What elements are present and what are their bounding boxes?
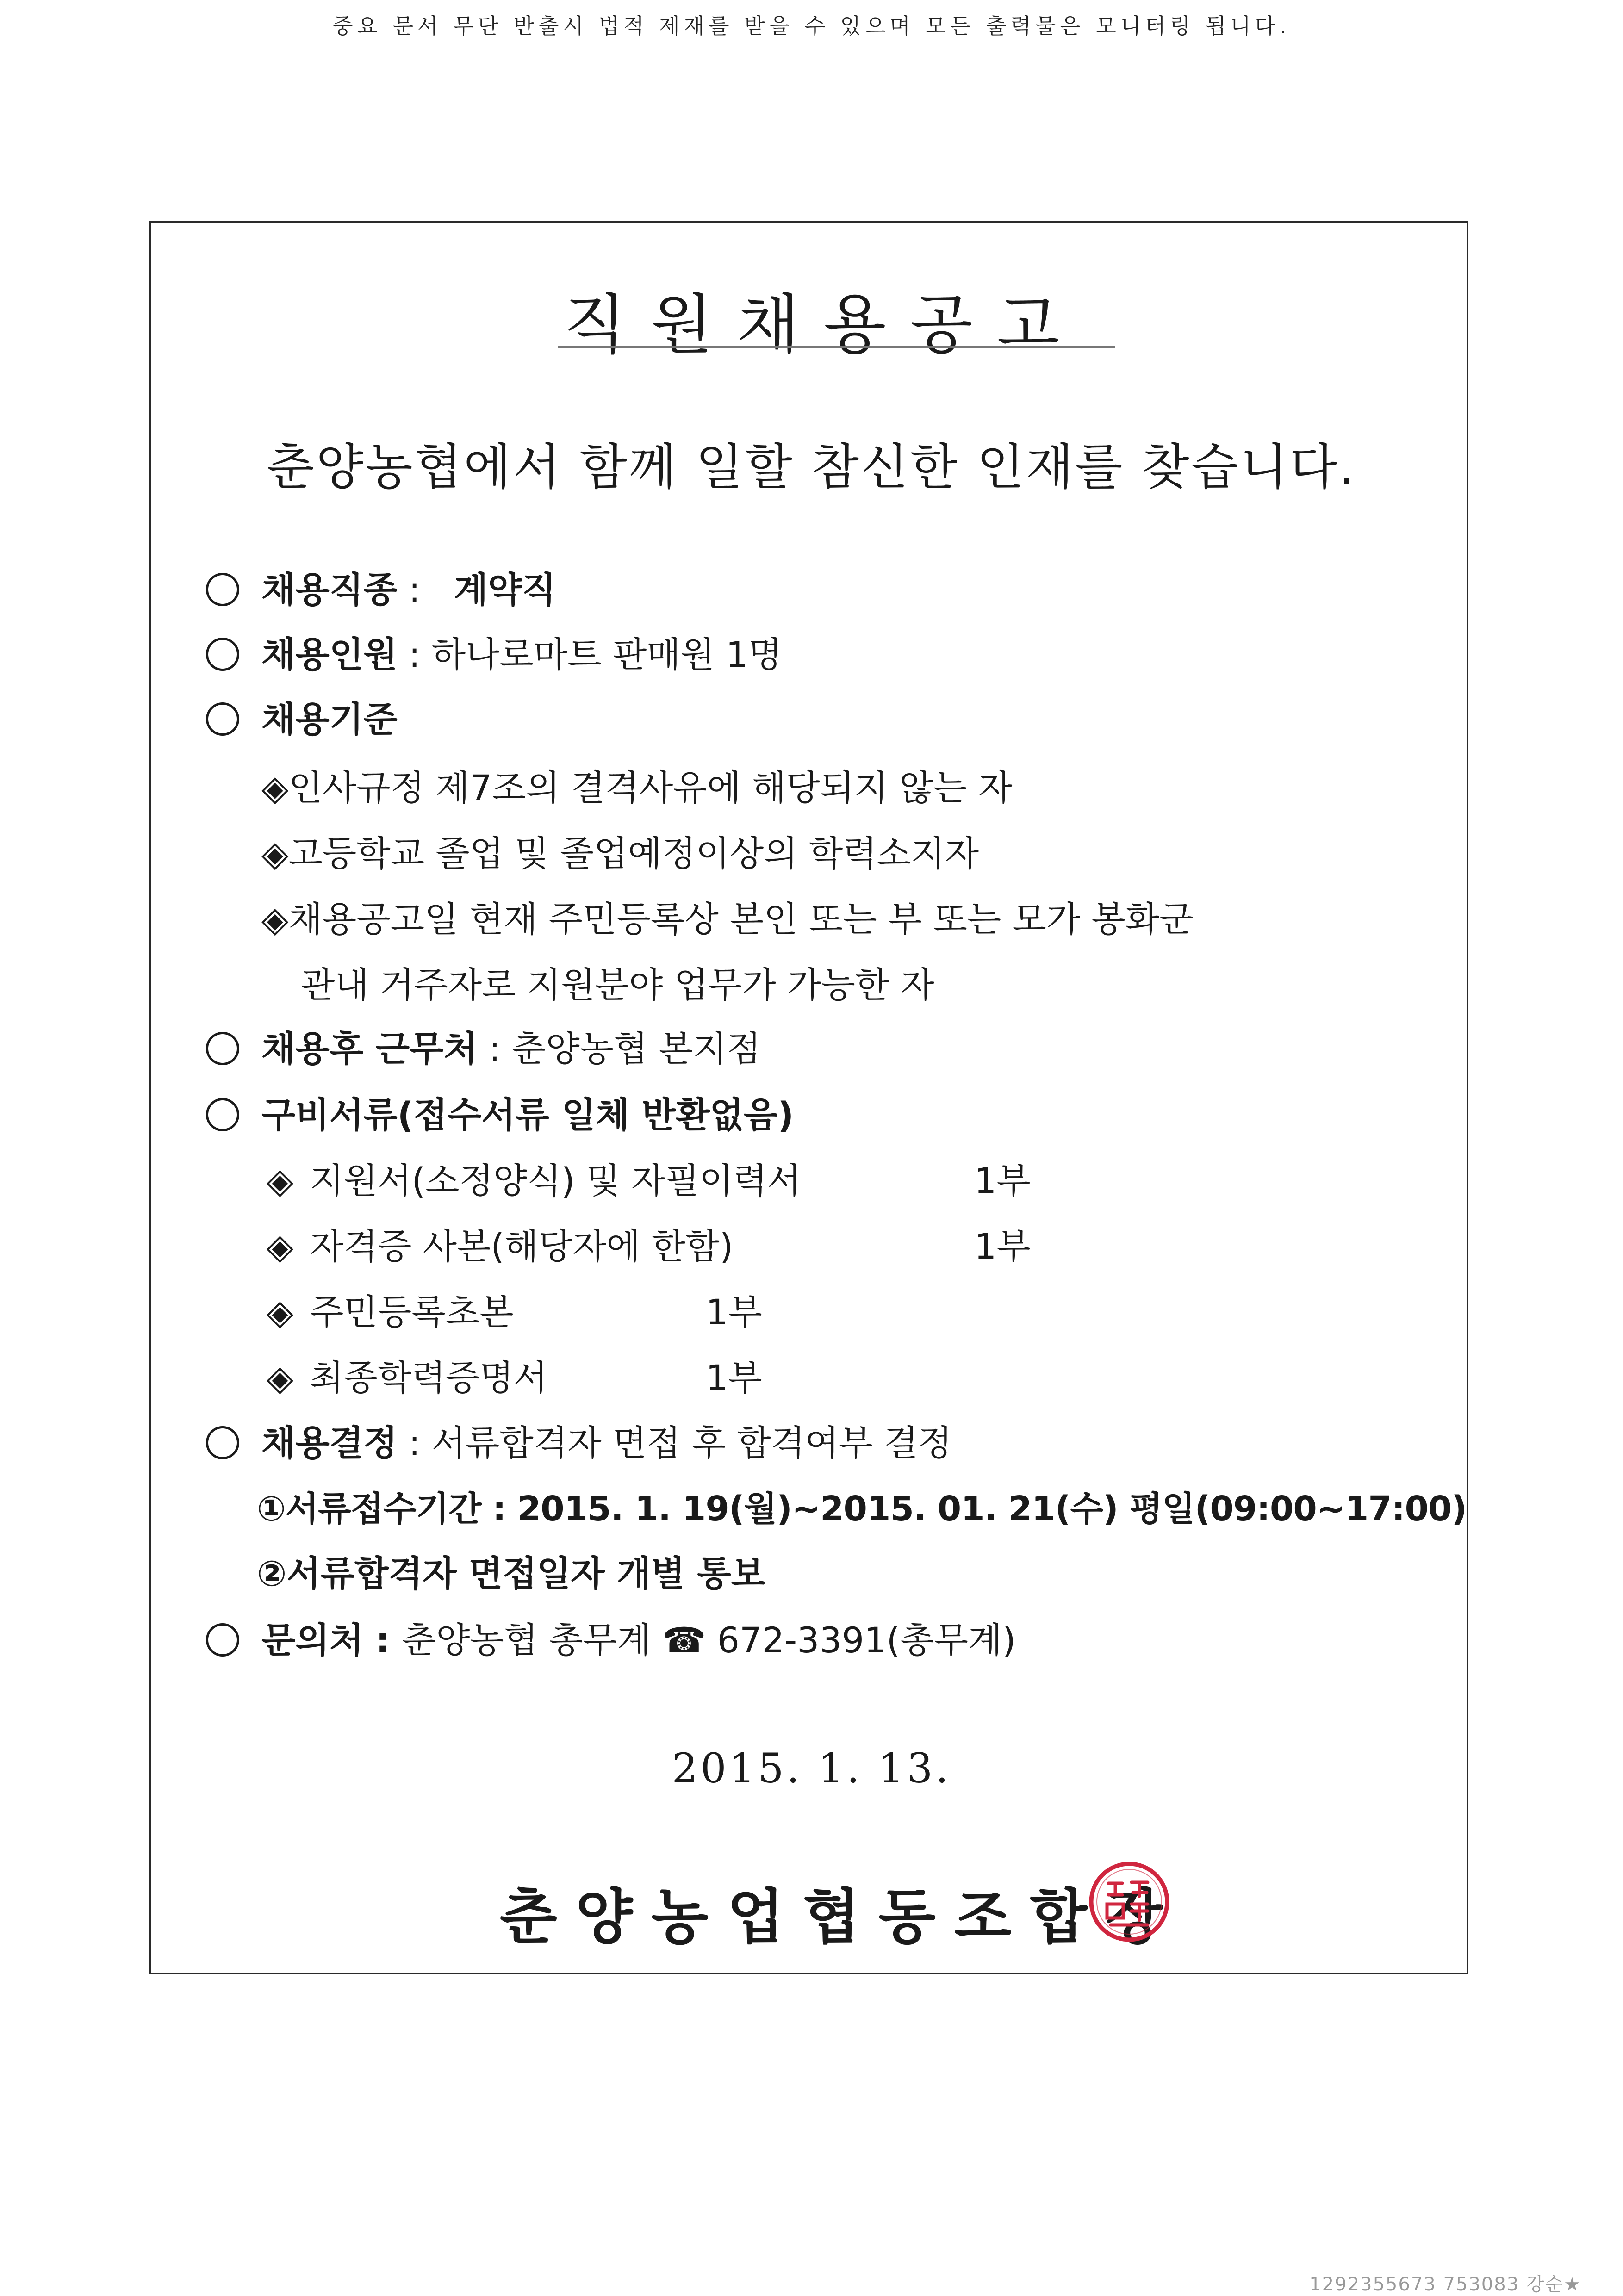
page-title: 직원채용공고 [563, 287, 1084, 363]
criteria-point [261, 763, 1013, 813]
criteria-text: 고등학교 졸업 및 졸업예정이상의 학력소지자 [288, 833, 979, 874]
circle-bullet-icon [206, 1098, 239, 1131]
item-documents [206, 1090, 794, 1141]
item-label: 채용결정 [261, 1422, 398, 1464]
title-underline [558, 346, 1115, 348]
decision-step-period: ①서류접수기간 : 2015. 1. 19(월)~2015. 01. 21(수) 평일(09:00~17:00) [257, 1489, 1467, 1529]
item-separator: : [363, 1620, 402, 1661]
criteria-continuation: 관내 거주자로 지원분야 업무가 가능한 자 [301, 964, 934, 1005]
document-count: 1부 [706, 1357, 762, 1398]
item-decision [206, 1418, 952, 1469]
issuer-name: 춘양농업협동조합장 [500, 1883, 1181, 1952]
document-row [261, 1287, 1094, 1338]
diamond-bullet-icon: ◈ [261, 899, 289, 940]
circle-bullet-icon [206, 1623, 239, 1657]
criteria-text: 인사규정 제7조의 결격사유에 해당되지 않는 자 [288, 767, 1013, 808]
diamond-bullet-icon: ◈ [266, 1357, 294, 1398]
print-tracking-id: 1292355673 753083 강순★ [1309, 2274, 1581, 2295]
item-criteria [206, 694, 398, 745]
contact-phone: 672-3391(총무계) [717, 1620, 1016, 1661]
circle-bullet-icon [206, 573, 239, 606]
document-row [261, 1155, 1094, 1206]
criteria-text: 채용공고일 현재 주민등록상 본인 또는 부 또는 모가 봉화군 [288, 899, 1194, 940]
item-headcount [206, 629, 782, 680]
phone-icon: ☎ [662, 1620, 706, 1661]
document-name: 주민등록초본 [310, 1291, 514, 1333]
item-value: 춘양농협 총무계 [402, 1620, 651, 1661]
decision-step-notice: ②서류합격자 면접일자 개별 통보 [257, 1553, 765, 1594]
circle-bullet-icon [206, 1032, 239, 1065]
circle-bullet-icon [206, 702, 239, 736]
item-label: 채용후 근무처 [261, 1028, 478, 1069]
item-label: 구비서류(접수서류 일체 반환없음) [261, 1094, 794, 1136]
document-row [261, 1221, 1094, 1272]
document-row [261, 1353, 1094, 1403]
item-label: 채용직종 [261, 569, 398, 610]
item-label: 문의처 [261, 1620, 364, 1661]
document-date: 2015. 1. 13. [672, 1744, 951, 1792]
item-value: 하나로마트 판매원 1명 [431, 634, 783, 675]
circle-bullet-icon [206, 638, 239, 671]
circle-bullet-icon [206, 1426, 239, 1459]
document-count: 1부 [974, 1160, 1031, 1201]
diamond-bullet-icon: ◈ [266, 1226, 294, 1267]
subtitle: 춘양농협에서 함께 일할 참신한 인재를 찾습니다. [267, 439, 1356, 496]
item-contact [206, 1615, 1016, 1666]
official-seal-icon [1088, 1860, 1171, 1943]
document-count: 1부 [706, 1291, 762, 1333]
header-notice: 중요 문서 무단 반출시 법적 제재를 받을 수 있으며 모든 출력물은 모니터링 됩니다. [332, 13, 1291, 38]
criteria-point [261, 894, 1194, 945]
criteria-point [261, 828, 979, 879]
item-value: 춘양농협 본지점 [511, 1028, 761, 1069]
document-name: 지원서(소정양식) 및 자필이력서 [310, 1160, 802, 1201]
document-name: 최종학력증명서 [310, 1357, 548, 1398]
item-label: 채용기준 [261, 699, 398, 740]
diamond-bullet-icon: ◈ [261, 833, 289, 874]
item-job-type [206, 565, 556, 615]
item-separator: : [397, 569, 432, 610]
diamond-bullet-icon: ◈ [261, 767, 289, 808]
item-separator: : [397, 1422, 432, 1464]
item-value: 서류합격자 면접 후 합격여부 결정 [431, 1422, 952, 1464]
item-workplace [206, 1024, 761, 1074]
item-label: 채용인원 [261, 634, 398, 675]
diamond-bullet-icon: ◈ [266, 1160, 294, 1201]
item-separator: : [397, 634, 432, 675]
document-name: 자격증 사본(해당자에 한함) [310, 1226, 734, 1267]
item-value: 계약직 [454, 569, 556, 610]
diamond-bullet-icon: ◈ [266, 1291, 294, 1333]
item-separator: : [477, 1028, 512, 1069]
document-count: 1부 [974, 1226, 1031, 1267]
